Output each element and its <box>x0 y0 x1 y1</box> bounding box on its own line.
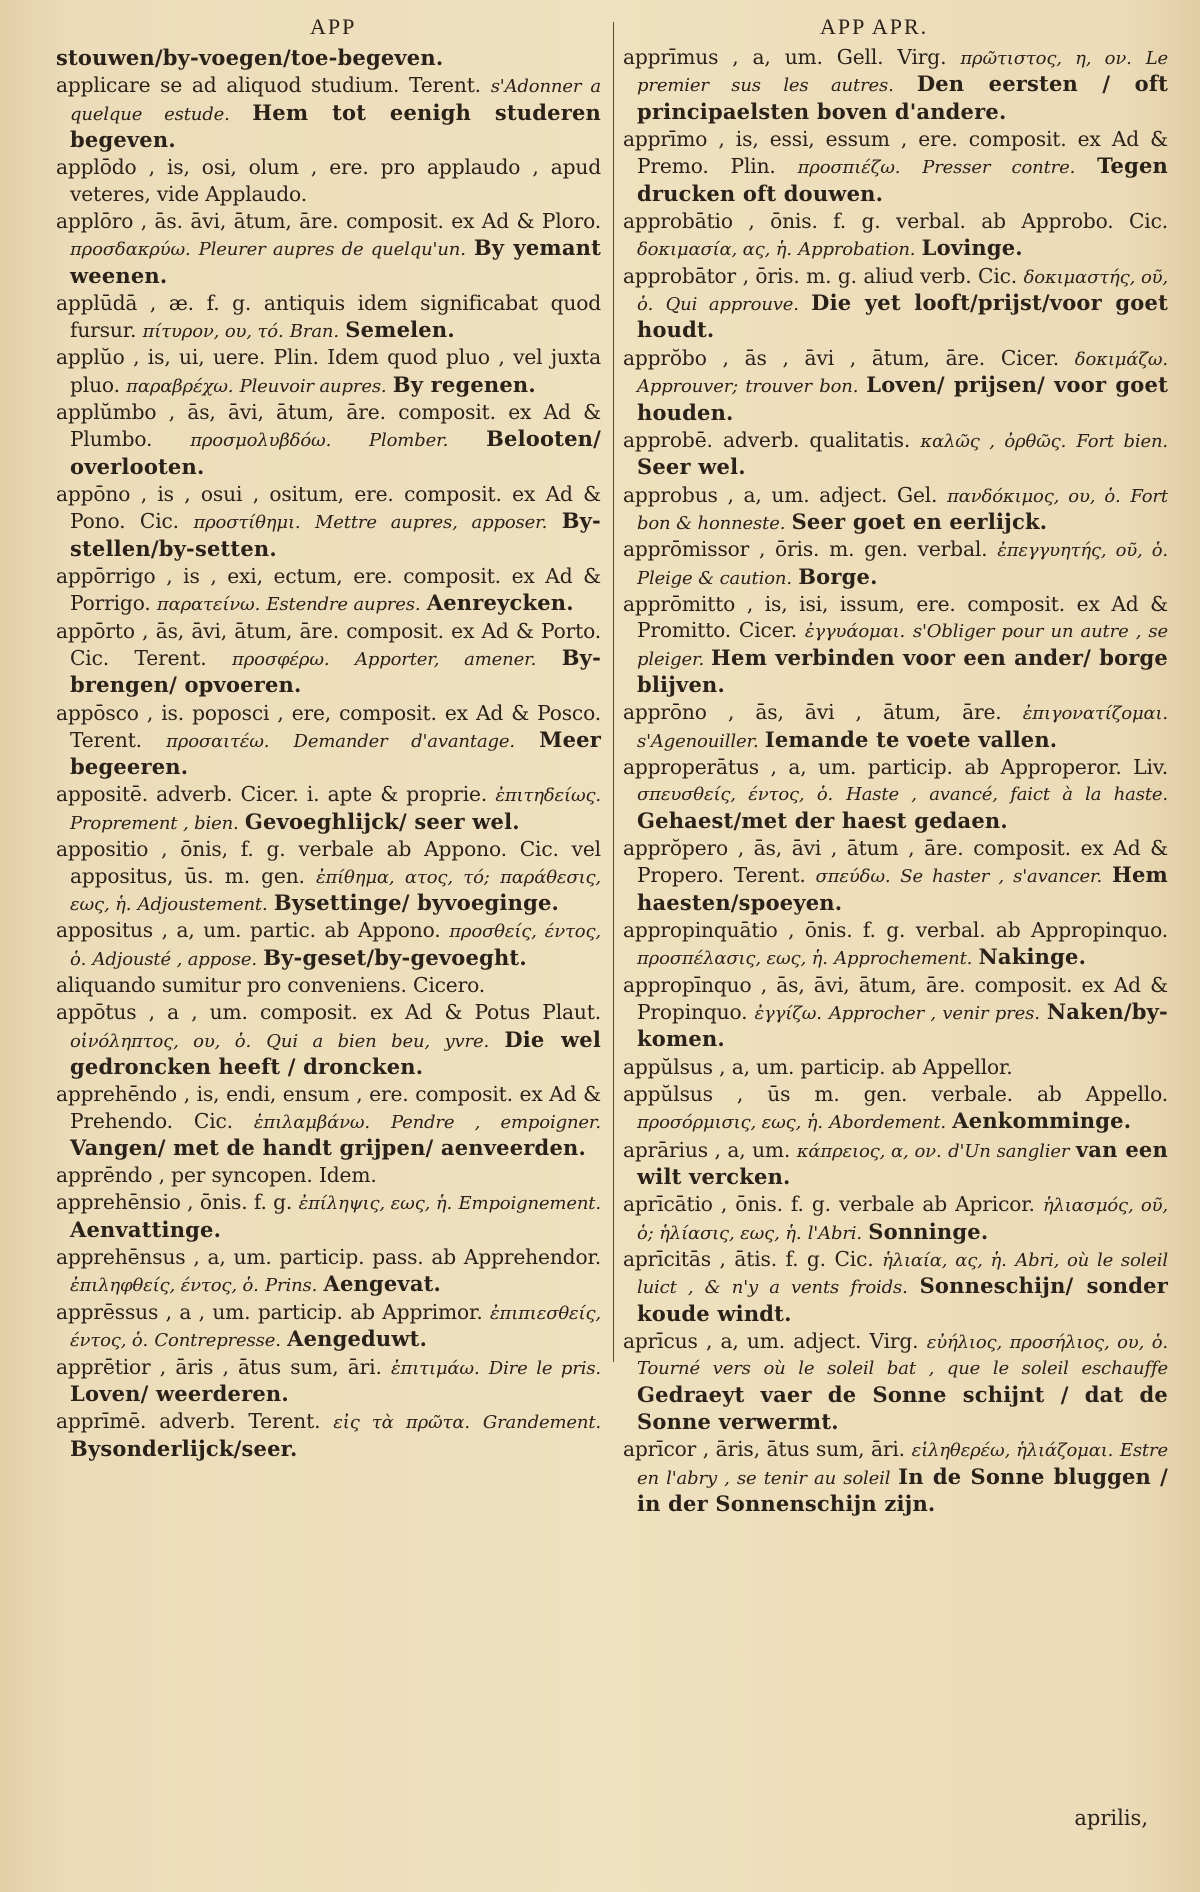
entry-lemma: applŭo <box>56 345 125 370</box>
entry-lemma: approperātus <box>623 755 759 780</box>
entry-french: Fort bon & honneste. <box>637 485 1168 534</box>
dictionary-entry <box>623 1246 1168 1327</box>
entry-dutch: Iemande te voete vallen. <box>764 726 1058 752</box>
entry-greek: εἱληθερέω, ἡλιάζομαι. <box>911 1440 1114 1462</box>
entry-definition: , āris, ātus sum, āri. <box>702 1437 905 1462</box>
entry-definition: , is, endi, ensum , ere. composit. ex Ad & Prehendo. Cic. <box>70 1082 601 1133</box>
entry-lemma: appōrto <box>56 618 135 643</box>
entry-definition: , ōris. m. gen. verbal. <box>758 537 988 562</box>
entry-lemma: aprīcor <box>623 1437 697 1462</box>
entry-greek: εὐήλιος, προσήλιος, ου, ὁ. <box>926 1332 1168 1354</box>
left-column <box>56 44 601 1463</box>
entry-dutch: Sonneschijn/ sonder koude windt. <box>637 1273 1168 1326</box>
entry-greek: πίτυρον, ου, τό. <box>142 321 284 343</box>
dictionary-entry <box>623 835 1168 916</box>
entry-greek: προσδακρύω. <box>70 239 191 261</box>
entry-definition: , ōnis. f. g. verbal. ab Approbo. Cic. <box>748 209 1168 234</box>
dictionary-entry <box>56 72 601 153</box>
entry-dutch: In de Sonne bluggen / in der Sonnenschijn zijn. <box>637 1463 1168 1517</box>
running-head-right: APP APR. <box>820 14 929 39</box>
entry-dutch: Sonninge. <box>868 1218 989 1244</box>
entry-dutch: By-geset/by-gevoeght. <box>263 944 527 970</box>
entry-dutch: Gedraeyt vaer de Sonne schijnt / dat de Sonne verwermt. <box>637 1381 1168 1435</box>
entry-french: Abordement. <box>829 1112 946 1134</box>
entry-definition: , is, essi, essum , ere. composit. ex Ad & Premo. Plin. <box>637 127 1168 179</box>
entry-definition: , a, um. adject. Virg. <box>705 1329 919 1354</box>
entry-dutch: Tegen drucken oft douwen. <box>637 153 1168 206</box>
entry-french: Le premier sus les autres. <box>637 48 1168 97</box>
entry-french: Proprement , bien. <box>70 812 239 834</box>
entry-lemma: appositus <box>56 918 153 943</box>
entry-lemma: applŭmbo <box>56 400 157 425</box>
entry-greek: οἰνόληπτος, ου, ὁ. <box>70 1030 252 1052</box>
entry-dutch: Lovinge. <box>921 235 1023 261</box>
entry-dutch: Bysonderlijck/seer. <box>70 1435 298 1461</box>
entry-lemma: appōrrigo <box>56 563 156 588</box>
entry-dutch: Seer goet en eerlijck. <box>791 508 1048 534</box>
entry-dutch: Die wel gedroncken heeft / droncken. <box>70 1026 601 1079</box>
entry-greek: ἐπιγονατίζομαι. <box>1022 703 1168 725</box>
dictionary-entry <box>623 126 1168 207</box>
entry-french: Apporter, amener. <box>354 648 537 670</box>
entry-greek: παρατείνω. <box>156 594 261 616</box>
dictionary-entry <box>56 481 601 562</box>
dictionary-entry <box>56 1081 601 1161</box>
entry-greek: σπευσθείς, έντος, ὁ. <box>637 784 834 806</box>
dictionary-entry <box>56 563 601 617</box>
entry-dutch: Borge. <box>798 563 878 589</box>
dictionary-entry <box>56 836 601 916</box>
entry-french: Approuver; trouver bon. <box>637 376 859 398</box>
dictionary-entry <box>623 1328 1168 1435</box>
entry-french: Bran. <box>289 321 339 343</box>
entry-greek: προστίθημι. <box>193 512 301 534</box>
entry-lemma: applūdā <box>56 290 138 315</box>
entry-greek: ἐπιληφθείς, έντος, ὁ. <box>70 1275 259 1297</box>
entry-lemma: applōdo <box>56 155 137 180</box>
entry-definition: , āris , ātus sum, āri. <box>159 1354 382 1379</box>
dictionary-entry <box>56 399 601 480</box>
dictionary-entry <box>56 154 601 207</box>
entry-definition: , a, um. partic. ab Appono. <box>161 918 441 943</box>
right-column <box>623 44 1168 1519</box>
entry-french: Adjousté , appose. <box>92 948 257 970</box>
entry-greek: προσθείς, έντος, ὁ. <box>70 921 601 970</box>
entry-definition: , is, osi, olum , ere. pro applaudo , apud veteres, vide Applaudo. <box>70 155 601 206</box>
entry-dutch: Aenvattinge. <box>70 1216 222 1242</box>
entry-lemma: apprīmē. <box>56 1409 147 1434</box>
entry-dutch: Gehaest/met der haest gedaen. <box>637 807 1008 833</box>
entry-definition: , ōris. m. g. aliud verb. Cic. <box>742 263 1018 288</box>
entry-definition: sumitur pro conveniens. Cicero. <box>161 973 485 998</box>
dictionary-entry <box>623 917 1168 971</box>
entry-french: Plomber. <box>369 430 449 452</box>
entry-lemma: appōno <box>56 482 131 507</box>
dictionary-entry <box>623 536 1168 590</box>
entry-greek: ἡλιαία, ας, ἡ. <box>882 1249 1007 1271</box>
dictionary-entry <box>56 1299 601 1353</box>
entry-lemma: apprehēndo <box>56 1082 178 1107</box>
dictionary-entry <box>56 1408 601 1462</box>
entry-french: Estre en l'abry , se tenir au soleil <box>637 1440 1168 1489</box>
entry-definition: , a, um. adject. Gel. <box>727 482 938 507</box>
entry-dutch: By-brengen/ opvoeren. <box>70 644 601 698</box>
entry-lemma: apprīmus <box>623 45 719 69</box>
entry-french: s'Agenouiller. <box>637 730 759 752</box>
entry-dutch: Loven/ prijsen/ voor goet houden. <box>637 372 1168 425</box>
entry-greek: ἐγγυάομαι. <box>804 621 906 643</box>
entry-greek: ἐπιλαμβάνω. <box>253 1111 370 1133</box>
dictionary-entry <box>623 754 1168 834</box>
entry-dutch: Semelen. <box>345 317 455 343</box>
entry-french: Pendre , empoigner. <box>390 1111 601 1133</box>
entry-greek: δοκιμασία, ας, ἡ. <box>637 239 792 261</box>
entry-lemma: appropinquātio <box>623 918 778 943</box>
entry-lemma: apprŏbo <box>623 345 707 370</box>
entry-lemma: applōro <box>56 208 134 233</box>
entry-dutch: Meer begeeren. <box>70 726 601 780</box>
entry-lemma: apprēndo <box>56 1163 153 1188</box>
entry-greek: προσπιέζω. <box>797 157 901 179</box>
entry-definition: , a, um. particip. ab Approperor. Liv. <box>770 755 1168 780</box>
entry-french: Pleuvoir aupres. <box>239 375 387 397</box>
entry-definition: adverb. qualitatis. <box>722 427 911 452</box>
entry-lemma: appŭlsus <box>623 1081 713 1106</box>
entry-definition: adverb. Terent. <box>159 1409 321 1434</box>
entry-lemma: aprīcus <box>623 1329 698 1354</box>
dictionary-entry <box>623 699 1168 753</box>
dictionary-entry <box>56 344 601 398</box>
entry-french: Presser contre. <box>922 157 1076 179</box>
entry-definition: , ātis. f. g. Cic. <box>719 1246 874 1271</box>
entry-dutch: Bysettinge/ byvoeginge. <box>273 889 560 915</box>
entry-french: Grandement. <box>482 1412 601 1434</box>
entry-lemma: approbus <box>623 482 718 507</box>
entry-dutch: Nakinge. <box>978 944 1087 970</box>
dictionary-entry <box>56 1244 601 1298</box>
entry-french: Demander d'avantage. <box>293 730 515 752</box>
dictionary-entry <box>623 1191 1168 1245</box>
entry-definition: , ōnis. f. g. verbal. ab Appropinquo. <box>788 918 1168 943</box>
dictionary-entry <box>623 1054 1168 1080</box>
dictionary-entry <box>56 999 601 1080</box>
entry-dutch: Aenreycken. <box>426 590 574 616</box>
entry-definition: , ās, āvi, ātum, āre. composit. ex Ad & Plumbo. <box>70 400 601 452</box>
entry-dutch: Hem verbinden voor een ander/ borge blijven. <box>637 644 1168 698</box>
entry-greek: ἐπιτηδείως. <box>495 785 601 807</box>
entry-lemma: aprīcitās <box>623 1246 711 1271</box>
entry-dutch: By-stellen/by-setten. <box>70 508 601 561</box>
entry-french: Dire le pris. <box>488 1357 601 1379</box>
entry-greek: δοκιμαστής, οῦ, ὁ. <box>637 266 1168 316</box>
entry-dutch: Seer wel. <box>637 454 746 480</box>
entry-french: Abri, où le soleil luict , & n'y a vents froids. <box>637 1249 1168 1299</box>
dictionary-entry <box>623 44 1168 125</box>
entry-definition: , a , um. composit. ex Ad & Potus Plaut. <box>148 1000 601 1025</box>
entry-lemma: apprōmitto <box>623 592 736 617</box>
entry-dutch: Die yet looft/prijst/voor goet houdt. <box>637 290 1168 343</box>
entry-french: Qui a bien beu, yvre. <box>266 1030 490 1052</box>
entry-french: l'Abri. <box>807 1222 862 1244</box>
entry-greek: προσμολυβδόω. <box>190 430 332 452</box>
dictionary-entry <box>56 781 601 835</box>
entry-french: s'Obliger pour un autre , se pleiger. <box>637 621 1168 670</box>
entry-greek: δοκιμάζω. <box>1074 348 1168 370</box>
entry-lemma: aprīcātio <box>623 1192 713 1217</box>
entry-definition: , ōnis, f. g. verbale ab Appono. Cic. vel appositus, ūs. m. gen. <box>70 837 601 888</box>
entry-greek: ἐπίληψις, εως, ἡ. <box>298 1193 453 1215</box>
entry-greek: ἐπιπιεσθείς, έντος, ὁ. <box>70 1302 601 1352</box>
entry-french: Adjoustement. <box>137 893 268 915</box>
dictionary-entry <box>623 345 1168 426</box>
dictionary-entry <box>623 263 1168 344</box>
entry-french: Haste , avancé, faict à la haste. <box>846 784 1168 806</box>
dictionary-entry <box>56 44 601 71</box>
entry-definition: , ās, āvi , ātum , āre. composit. ex Ad & Propero. Terent. <box>637 836 1168 888</box>
entry-french: Approchement. <box>834 948 973 970</box>
dictionary-entry <box>623 482 1168 536</box>
entry-dutch: Vangen/ met de handt grijpen/ aenveerden. <box>70 1134 586 1160</box>
entry-dutch: van een wilt vercken. <box>637 1136 1168 1189</box>
entry-lemma: apprōno <box>623 700 707 725</box>
entry-greek: προσπέλασις, εως, ἡ. <box>637 948 828 970</box>
entry-french: Pleurer aupres de quelqu'un. <box>198 239 466 261</box>
entry-lemma: aprārius <box>623 1137 708 1162</box>
entry-french: Empoignement. <box>458 1193 601 1215</box>
entry-definition: , is. poposci , ere, composit. ex Ad & Posco. Terent. <box>70 700 601 752</box>
entry-definition: , a, um. Gell. Virg. <box>732 45 947 69</box>
entry-definition: , a, um. <box>714 1137 791 1162</box>
entry-greek: πρῶτιστος, η, ον. <box>960 48 1132 69</box>
entry-greek: ἐπιτιμάω. <box>391 1357 480 1379</box>
entry-french: Prins. <box>265 1275 318 1297</box>
entry-lemma: appōsco <box>56 700 139 725</box>
dictionary-entry <box>56 1162 601 1188</box>
column-divider <box>613 22 614 1362</box>
entry-definition: , is , exi, ectum, ere. composit. ex Ad & Porrigo. <box>70 563 601 616</box>
entry-dutch: Naken/by-komen. <box>637 998 1168 1052</box>
entry-greek: προσφέρω. <box>232 648 330 670</box>
entry-definition: , ōnis. f. g. verbale ab Apricor. <box>720 1192 1035 1217</box>
entry-dutch: Aenkomminge. <box>952 1108 1132 1134</box>
dictionary-entry <box>623 591 1168 698</box>
dictionary-entry <box>623 1436 1168 1517</box>
entry-greek: προσαιτέω. <box>166 730 270 752</box>
entry-french: Estendre aupres. <box>266 594 421 616</box>
entry-greek: καλῶς , ὀρθῶς. <box>920 430 1067 452</box>
running-head-left: APP <box>310 14 357 39</box>
entry-dutch: Loven/ weerderen. <box>70 1380 289 1406</box>
dictionary-entry <box>623 1136 1168 1191</box>
entry-lemma: applicare se ad aliquod studium. <box>56 73 400 98</box>
dictionary-entry <box>56 208 601 289</box>
entry-greek: παραβρέχω. <box>126 375 234 397</box>
entry-french: Tourné vers où le soleil bat , que le soleil eschauffe <box>637 1358 1168 1380</box>
entry-greek: πανδόκιμος, ου, ὁ. <box>947 485 1121 507</box>
entry-french: Contrepresse. <box>154 1330 281 1352</box>
entry-lemma: apprehēnsio <box>56 1190 181 1215</box>
entry-greek: ἐγγίζω. <box>754 1002 822 1024</box>
entry-definition: , a , um. particip. ab Apprimor. <box>165 1299 483 1324</box>
entry-definition: , ās, āvi, ātum, āre. composit. ex Ad & Propinquo. <box>637 972 1168 1024</box>
entry-french: Mettre aupres, apposer. <box>314 512 548 534</box>
entry-lemma: apprēssus <box>56 1299 159 1324</box>
entry-lemma: approbātor <box>623 263 737 288</box>
entry-lemma: appropīnquo <box>623 972 752 997</box>
entry-definition: , a, um. particip. ab Appellor. <box>719 1054 1013 1079</box>
entry-definition: , a, um. particip. pass. ab Apprehendor. <box>193 1245 601 1270</box>
dictionary-entry <box>56 972 601 998</box>
entry-dutch: Gevoeghlijck/ seer wel. <box>244 808 520 834</box>
entry-dutch: stouwen/by-voegen/toe-begeven. <box>56 45 444 70</box>
entry-lemma: appositio <box>56 837 149 862</box>
entry-definition: , ōnis. f. g. <box>187 1190 293 1215</box>
entry-definition: , ās, āvi , ātum, āre. <box>727 700 1002 725</box>
entry-lemma: apprīmo <box>623 127 708 152</box>
entry-definition: , ūs m. gen. verbale. ab Appello. <box>736 1081 1168 1106</box>
entry-french: s'Adonner a quelque estude. <box>70 76 601 125</box>
dictionary-entry <box>56 290 601 344</box>
entry-greek: ἐπίθημα, ατος, τό; παράθεσις, εως, ἡ. <box>70 866 601 915</box>
dictionary-entry <box>623 427 1168 481</box>
entry-definition: , ās, āvi, ātum, āre. composit. ex Ad & Porto. Cic. Terent. <box>70 618 601 670</box>
entry-lemma: apprōmissor <box>623 537 750 562</box>
entry-lemma: aliquando <box>56 973 156 998</box>
entry-lemma: apprŏpero <box>623 836 729 861</box>
dictionary-entry <box>56 700 601 781</box>
entry-dutch: Aengeduwt. <box>287 1326 428 1352</box>
entry-french: Se haster , s'avancer. <box>900 866 1103 888</box>
entry-definition: Terent. <box>409 73 481 98</box>
entry-lemma: apprētior <box>56 1354 151 1379</box>
entry-greek: ἐπεγγυητής, οῦ, ὁ. <box>997 540 1168 562</box>
entry-french: d'Un sanglier <box>948 1140 1070 1162</box>
entry-dutch: Aengevat. <box>323 1271 442 1297</box>
entry-french: Qui approuve. <box>665 294 799 316</box>
entry-dutch: By yemant weenen. <box>70 235 601 288</box>
dictionary-entry <box>56 1354 601 1408</box>
entry-definition: , ās , āvi , ātum, āre. Cicer. <box>722 345 1059 370</box>
dictionary-entry <box>623 208 1168 262</box>
entry-definition: adverb. Cicer. i. apte & proprie. <box>156 782 488 807</box>
catchword: aprilis, <box>1074 1806 1148 1830</box>
entry-french: Approcher , venir pres. <box>828 1002 1040 1024</box>
entry-definition: , is , osui , ositum, ere. composit. ex Ad & Pono. Cic. <box>70 482 601 534</box>
entry-greek: κάπρειος, α, ον. <box>796 1140 942 1162</box>
entry-greek: εἰς τὰ πρῶτα. <box>333 1412 470 1434</box>
entry-french: Pleige & caution. <box>637 567 792 589</box>
entry-dutch: Hem haesten/spoeyen. <box>637 862 1168 915</box>
entry-definition: , per syncopen. Idem. <box>158 1163 377 1188</box>
dictionary-entry <box>623 972 1168 1053</box>
entry-dutch: Belooten/ overlooten. <box>70 426 601 479</box>
entry-definition: , æ. f. g. antiquis idem significabat quod fursur. <box>70 290 601 343</box>
entry-definition: , ās. āvi, ātum, āre. composit. ex Ad & Ploro. <box>140 208 601 233</box>
entry-dutch: Hem tot eenigh studeren begeven. <box>70 99 601 153</box>
dictionary-entry <box>56 1189 601 1243</box>
entry-lemma: approbē. <box>623 427 713 452</box>
entry-dutch: Den eersten / oft principaelsten boven d'andere. <box>637 71 1168 124</box>
entry-definition: , is, ui, uere. Plin. Idem quod pluo , vel juxta pluo. <box>70 345 601 397</box>
entry-greek: σπεύδω. <box>815 866 891 888</box>
entry-lemma: approbātio <box>623 209 733 234</box>
entry-french: Approbation. <box>798 239 916 261</box>
entry-french: Fort bien. <box>1076 430 1168 452</box>
dictionary-entry <box>56 618 601 699</box>
entry-lemma: apprehēnsus <box>56 1245 186 1270</box>
dictionary-entry <box>56 917 601 971</box>
entry-definition: , is, isi, issum, ere. composit. ex Ad & Promitto. Cicer. <box>637 592 1168 643</box>
dictionary-entry <box>623 1081 1168 1135</box>
entry-lemma: appŭlsus <box>623 1054 713 1079</box>
entry-greek: προσόρμισις, εως, ἡ. <box>637 1112 823 1134</box>
entry-lemma: appositē. <box>56 782 148 807</box>
entry-lemma: appōtus <box>56 1000 137 1025</box>
entry-greek: ἡλιασμός, οῦ, ὁ; ἡλίασις, εως, ἡ. <box>637 1195 1168 1244</box>
entry-dutch: By regenen. <box>392 371 536 397</box>
